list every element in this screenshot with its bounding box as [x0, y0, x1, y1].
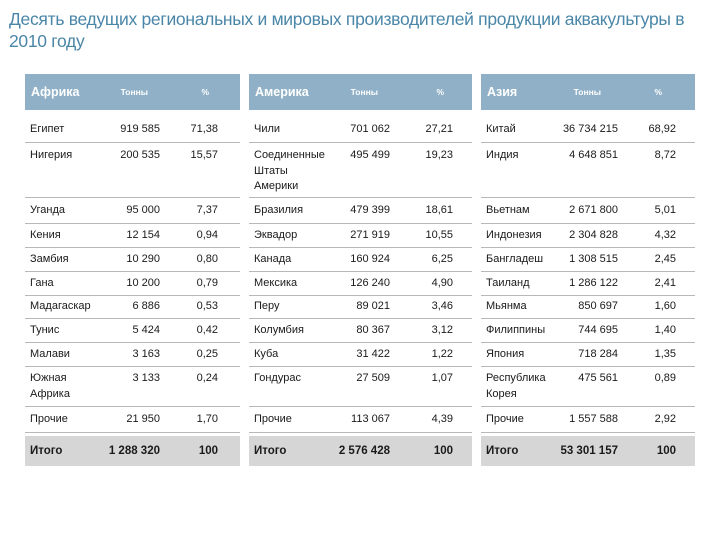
percent-value: 4,39: [431, 413, 453, 425]
country-name: Филиппины: [486, 324, 546, 336]
tons-value: 744 695: [578, 324, 618, 336]
column-header-tons: Тонны: [350, 87, 378, 97]
table-row: [481, 119, 695, 143]
country-name: Бразилия: [254, 204, 304, 216]
table-row: [249, 145, 472, 198]
percent-value: 4,90: [431, 277, 453, 289]
total-row: [481, 436, 695, 466]
percent-value: 0,53: [196, 300, 218, 312]
country-name: Колумбия: [254, 324, 304, 336]
country-name: Мадагаскар: [30, 300, 91, 312]
country-name: Эквадор: [254, 229, 298, 241]
country-name: Гана: [30, 277, 54, 289]
tons-value: 4 648 851: [569, 149, 618, 161]
country-name: Малави: [30, 348, 70, 360]
country-name: Гондурас: [254, 372, 301, 384]
percent-value: 6,25: [431, 253, 453, 265]
percent-value: 2,41: [654, 277, 676, 289]
tons-value: 12 154: [126, 229, 160, 241]
tons-value: 36 734 215: [562, 123, 618, 135]
percent-value: 7,37: [196, 204, 218, 216]
total-tons: 1 288 320: [108, 445, 160, 457]
percent-value: 2,92: [654, 413, 676, 425]
column-header-pct: %: [654, 87, 662, 97]
tons-value: 5 424: [132, 324, 160, 336]
tons-value: 475 561: [578, 372, 618, 384]
region-table-1: [249, 74, 472, 474]
country-name: Чили: [254, 123, 281, 135]
percent-value: 0,79: [196, 277, 218, 289]
country-name: Кения: [30, 229, 61, 241]
percent-value: 1,22: [431, 348, 453, 360]
tons-value: 495 499: [350, 149, 390, 161]
country-name: Замбия: [30, 253, 69, 265]
table-row: [481, 344, 695, 367]
tons-value: 6 886: [132, 300, 160, 312]
total-label: Итого: [486, 445, 519, 457]
table-row: [249, 273, 472, 296]
country-name: Республика Корея: [486, 372, 546, 400]
country-name: Перу: [254, 300, 280, 312]
total-row: [25, 436, 240, 466]
country-name: Мексика: [254, 277, 298, 289]
table-row: [25, 320, 240, 343]
country-name: Вьетнам: [486, 204, 530, 216]
table-row: [481, 320, 695, 343]
tons-value: 126 240: [350, 277, 390, 289]
total-tons: 53 301 157: [560, 445, 618, 457]
table-row: [25, 200, 240, 224]
total-tons: 2 576 428: [338, 445, 390, 457]
percent-value: 0,94: [196, 229, 218, 241]
country-name: Египет: [30, 123, 65, 135]
table-row: [481, 273, 695, 296]
tons-value: 113 067: [351, 413, 390, 425]
percent-value: 18,61: [425, 204, 453, 216]
table-row: [25, 145, 240, 198]
region-header: [25, 74, 240, 110]
tons-value: 1 557 588: [569, 413, 618, 425]
region-name: Азия: [487, 85, 518, 99]
table-row: [25, 249, 240, 272]
country-name: Нигерия: [30, 149, 73, 161]
percent-value: 0,89: [654, 372, 676, 384]
tons-value: 850 697: [578, 300, 618, 312]
tons-value: 919 585: [120, 123, 160, 135]
region-header: [481, 74, 695, 110]
total-label: Итого: [254, 445, 287, 457]
tons-value: 10 290: [126, 253, 160, 265]
tons-value: 3 163: [132, 348, 160, 360]
tons-value: 21 950: [126, 413, 160, 425]
percent-value: 1,70: [196, 413, 218, 425]
table-row: [249, 320, 472, 343]
country-name: Куба: [254, 348, 279, 360]
region-header: [249, 74, 472, 110]
column-header-tons: Тонны: [120, 87, 148, 97]
table-row: [25, 119, 240, 143]
table-row: [25, 368, 240, 407]
tons-value: 1 308 515: [569, 253, 618, 265]
country-name: Индия: [486, 149, 519, 161]
tons-value: 80 367: [356, 324, 390, 336]
percent-value: 0,25: [196, 348, 218, 360]
tons-value: 31 422: [356, 348, 390, 360]
percent-value: 8,72: [654, 149, 676, 161]
percent-value: 4,32: [654, 229, 676, 241]
percent-value: 68,92: [648, 123, 676, 135]
tons-value: 10 200: [126, 277, 160, 289]
country-name: Мьянма: [486, 300, 527, 312]
total-percent: 100: [198, 445, 218, 457]
tons-value: 701 062: [350, 123, 390, 135]
table-row: [249, 249, 472, 272]
percent-value: 0,80: [196, 253, 218, 265]
country-name: Южная Африка: [30, 372, 70, 400]
country-name: Тунис: [30, 324, 60, 336]
country-name: Прочие: [254, 413, 292, 425]
total-row: [249, 436, 472, 466]
table-row: [249, 200, 472, 224]
total-label: Итого: [30, 445, 63, 457]
table-row: [249, 368, 472, 407]
country-name: Бангладеш: [486, 253, 544, 265]
country-name: Прочие: [486, 413, 524, 425]
page-title: Десять ведущих региональных и мировых производителей продукции аквакультуры в 2010 году: [9, 9, 685, 51]
table-row: [25, 273, 240, 296]
table-row: [25, 409, 240, 433]
table-row: [481, 409, 695, 433]
region-name: Америка: [255, 85, 309, 99]
tons-value: 1 286 122: [569, 277, 618, 289]
table-row: [481, 249, 695, 272]
country-name: Прочие: [30, 413, 68, 425]
tons-value: 27 509: [356, 372, 390, 384]
table-row: [481, 296, 695, 319]
percent-value: 19,23: [425, 149, 453, 161]
table-row: [25, 296, 240, 319]
total-percent: 100: [433, 445, 453, 457]
table-row: [249, 119, 472, 143]
percent-value: 27,21: [425, 123, 453, 135]
tons-value: 271 919: [350, 229, 390, 241]
tons-value: 89 021: [356, 300, 390, 312]
table-row: [481, 145, 695, 198]
country-name: Индонезия: [486, 229, 542, 241]
column-header-pct: %: [436, 87, 444, 97]
table-row: [249, 225, 472, 248]
percent-value: 2,45: [654, 253, 676, 265]
percent-value: 5,01: [654, 204, 676, 216]
region-name: Африка: [31, 85, 80, 99]
country-name: Таиланд: [486, 277, 530, 289]
tons-value: 2 671 800: [569, 204, 618, 216]
tons-value: 95 000: [126, 204, 160, 216]
table-row: [25, 344, 240, 367]
country-name: Уганда: [30, 204, 65, 216]
table-row: [249, 409, 472, 433]
tons-value: 160 924: [350, 253, 390, 265]
column-header-tons: Тонны: [573, 87, 601, 97]
column-header-pct: %: [201, 87, 209, 97]
region-table-0: [25, 74, 240, 474]
percent-value: 71,38: [190, 123, 218, 135]
country-name: Соединенные Штаты Америки: [254, 149, 325, 192]
table-row: [481, 225, 695, 248]
country-name: Китай: [486, 123, 516, 135]
percent-value: 3,12: [431, 324, 453, 336]
table-row: [249, 296, 472, 319]
table-row: [25, 225, 240, 248]
percent-value: 1,35: [654, 348, 676, 360]
total-percent: 100: [656, 445, 676, 457]
country-name: Канада: [254, 253, 292, 265]
tons-value: 200 535: [120, 149, 160, 161]
tons-value: 718 284: [578, 348, 618, 360]
percent-value: 0,24: [196, 372, 218, 384]
percent-value: 1,07: [431, 372, 453, 384]
tons-value: 479 399: [350, 204, 390, 216]
table-row: [481, 200, 695, 224]
percent-value: 0,42: [196, 324, 218, 336]
table-row: [481, 368, 695, 407]
country-name: Япония: [486, 348, 525, 360]
tons-value: 3 133: [132, 372, 160, 384]
percent-value: 1,60: [654, 300, 676, 312]
tons-value: 2 304 828: [569, 229, 618, 241]
percent-value: 1,40: [654, 324, 676, 336]
region-table-2: [481, 74, 695, 474]
table-row: [249, 344, 472, 367]
percent-value: 15,57: [190, 149, 218, 161]
percent-value: 3,46: [431, 300, 453, 312]
percent-value: 10,55: [425, 229, 453, 241]
